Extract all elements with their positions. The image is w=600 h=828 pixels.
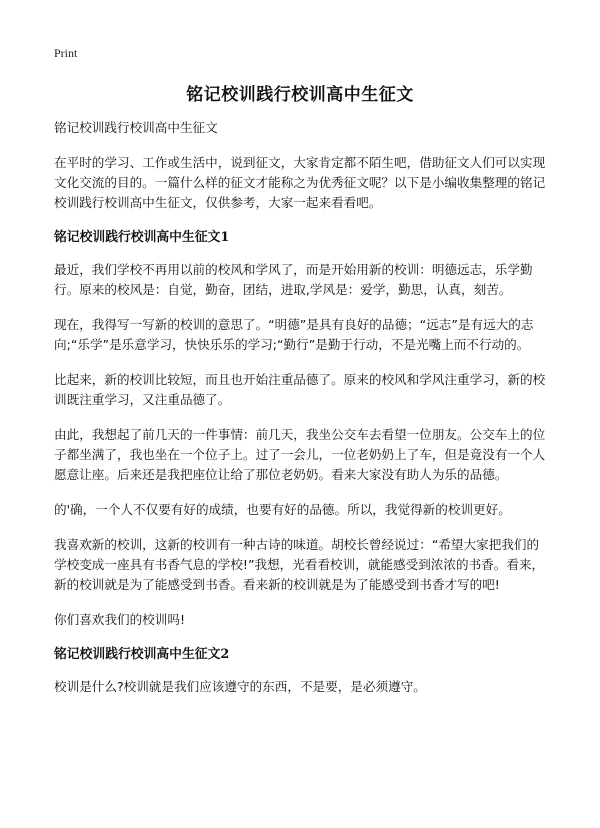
section1-paragraph: 我喜欢新的校训，这新的校训有一种古诗的味道。胡校长曾经说过：“希望大家把我们的学校变成一座具有书香气息的学校!”我想，光看看校训，就能感受到浓浓的书香。看来，新的校训就是为了能感受到书香。看来新的校训就是为了能感受到书香才写的吧!	[54, 537, 545, 592]
print-label: Print	[54, 46, 78, 60]
intro-paragraph: 在平时的学习、工作或生活中，说到征文，大家肯定都不陌生吧，借助征文人们可以实现文化交流的目的。一篇什么样的征文才能称之为优秀征文呢？以下是小编收集整理的铭记校训践行校训高中生征文，仅供参考，大家一起来看看吧。	[54, 155, 546, 210]
section1-paragraph: 最近，我们学校不再用以前的校风和学风了，而是开始用新的校训：明德远志，乐学勤行。原来的校风是：自觉，勤奋，团结，进取,学风是：爱学，勤思，认真，刻苦。	[54, 262, 533, 297]
section1-paragraph: 的'确，一个人不仅要有好的成绩，也要有好的品德。所以，我觉得新的校训更好。	[54, 502, 511, 517]
document-title: 铭记校训践行校训高中生征文	[186, 85, 414, 105]
section-heading-1: 铭记校训践行校训高中生征文1	[54, 230, 230, 245]
section2-paragraph: 校训是什么?校训就是我们应该遵守的东西，不是要，是必须遵守。	[54, 679, 426, 694]
document-body	[54, 118, 550, 712]
section1-paragraph: 你们喜欢我们的校训吗!	[54, 612, 185, 627]
section1-paragraph: 比起来，新的校训比较短，而且也开始注重品德了。原来的校风和学风注重学习，新的校训既注重学习，又注重品德了。	[54, 372, 546, 407]
section1-paragraph: 由此，我想起了前几天的一件事情：前几天，我坐公交车去看望一位朋友。公交车上的位子都坐满了，我也坐在一个位子上。过了一会儿，一位老奶奶上了车，但是竟没有一个人愿意让座。后来还是我把座位让给了那位老奶奶。看来大家没有助人为乐的品德。	[54, 427, 546, 482]
document-subtitle: 铭记校训践行校训高中生征文	[54, 120, 218, 135]
section-heading-2: 铭记校训践行校训高中生征文2	[54, 647, 230, 662]
section1-paragraph: 现在，我得写一写新的校训的意思了。“明德”是具有良好的品德；“远志”是有远大的志向;“乐学”是乐意学习，快快乐乐的学习;“勤行”是勤于行动，不是光嘴上而不行动的。	[54, 317, 534, 352]
